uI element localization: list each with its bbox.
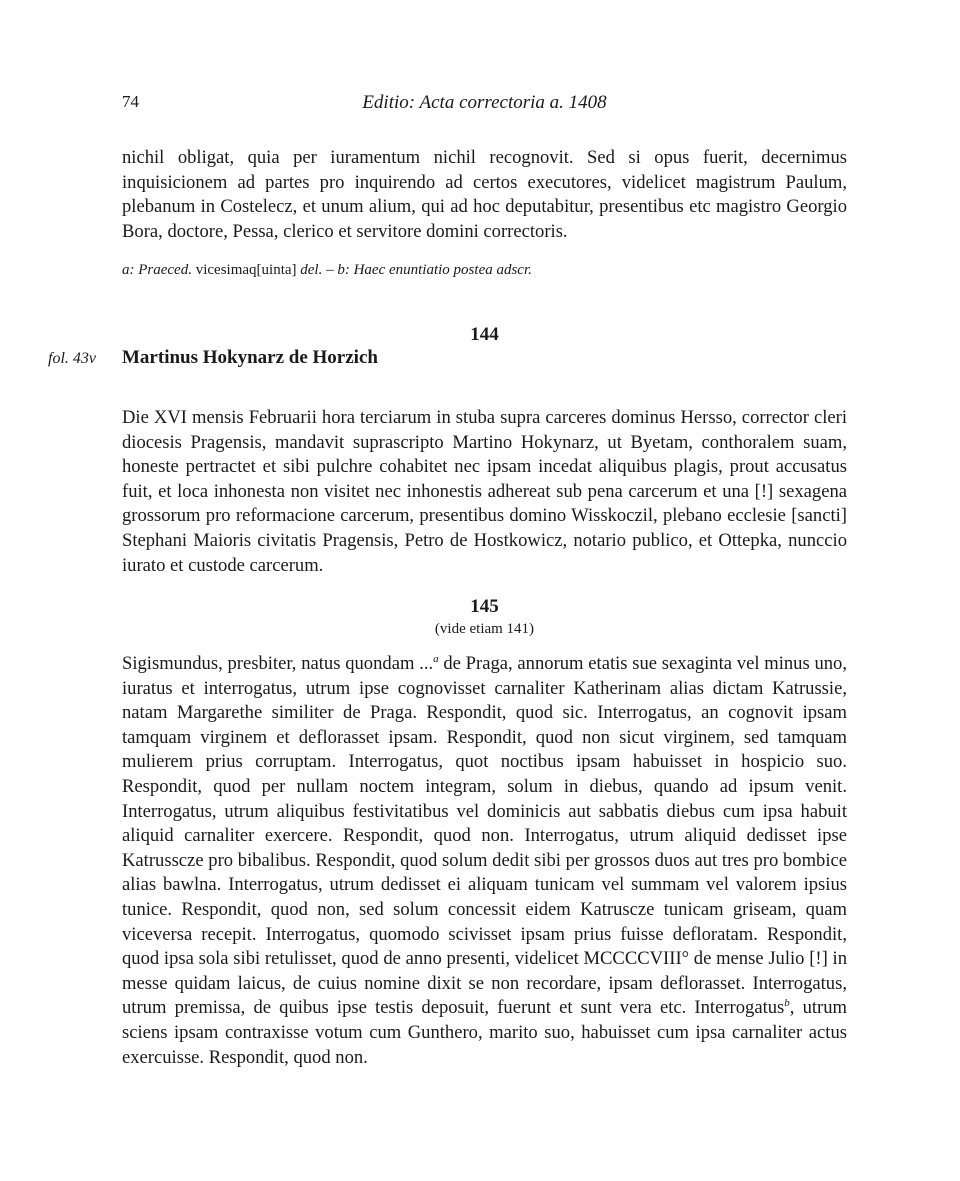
entry-144-text: Die XVI mensis Februarii hora terciarum in stuba supra carceres dominus Hersso, corrector cleri diocesis Pragensis, mandavit suprascripto Martino Hokynarz, ut Byetam, conthoralem suam, honeste pertractet et sibi pulchre cohabitet nec ipsam incedat aliquibus plagis, prout accusatus fuit, et loca inhonesta non visitet nec inhonestis adhereat sub pena carcerum et una [!] sexagena grossorum pro reformacione carcerum, presentibus domino Wisskoczil, plebano ecclesie [sancti] Stephani Maioris civitatis Pragensis, Petro de Hostkowicz, notario publico, et Ottepka, nunccio iurato et custode carcerum. <box>122 407 847 576</box>
entry-145-text <box>122 652 847 1070</box>
note-a-marker: a <box>433 652 439 665</box>
entry-144-heading: Martinus Hokynarz de Horzich <box>122 347 378 368</box>
apparatus-143 <box>122 262 532 279</box>
apparatus-a-del: del. – b: Haec enuntiatio postea adscr. <box>300 262 532 278</box>
entry-143-tail <box>122 146 847 244</box>
running-head <box>122 92 847 118</box>
entry-144-body <box>122 406 847 578</box>
folio-reference: fol. 43v <box>48 350 96 367</box>
entry-145-number: 145 <box>470 596 499 617</box>
running-title: Editio: Acta correctoria a. 1408 <box>362 92 607 113</box>
entry-145-body <box>122 652 847 1070</box>
apparatus-a-word: vicesimaq[uinta] <box>195 262 297 278</box>
entry-145-text-part2: de Praga, annorum etatis sue sexaginta vel minus uno, iuratus et interrogatus, utrum ipse cognovisset carnaliter Katherinam alias dictam Katrussie, natam Margarethe similiter de Praga. Respondit, quod sic. Interrogatus, an cognovit ipsam tamquam virginem et deflorasset ipsam. Respondit, quod non sicut virginem, sed tamquam mulierem prius corruptam. Interrogatus, quot noctibus ipsam habuisset in hospicio suo. Respondit, quod per nullam noctem integram, solum in diebus, quando ad ipsum venit. Interrogatus, utrum aliquibus festivitatibus vel dominicis aut sabbatis diebus cum ipsa habuit aliquid carnaliter exercere. Respondit, quod non. Interrogatus, utrum aliquid dedisset ipse Katrusscze pro bibalibus. Respondit, quod solum dedit sibi per grossos duos aut tres pro bombice alias bawlna. Interrogatus, utrum dedisset ei aliquam tunicam vel summam vel valorem ipsius tunice. Respondit, quod non, sed solum concessit eidem Katruscze tunicam griseam, quam viceversa recepit. Interrogatus, quomodo scivisset ipsam prius fuisse defloratam. Respondit, quod ipsa sola sibi retulisset, quod de anno presenti, videlicet MCCCCVIII° de mense Julio [!] in messe quidam laicus, de cuius nomine dixit se non recordare, ipsam deflorasset. Interrogatus, utrum premissa, de quibus ipse testis deposuit, fuerunt et sunt vera etc. Interrogatus <box>122 653 848 1019</box>
apparatus-a-label: a: Praeced. <box>122 262 192 278</box>
entry-144-number: 144 <box>470 324 499 345</box>
entry-143-text: nichil obligat, quia per iuramentum nichil recognovit. Sed si opus fuerit, decernimus inquisicionem ad partes pro inquirendo ad certos executores, videlicet magistrum Paulum, plebanum in Costelecz, et unum alium, qui ad hoc deputabitur, presentibus etc magistro Georgio Bora, doctore, Pessa, clerico et servitore domini correctoris. <box>122 147 847 242</box>
entry-145-text-part3: , utrum sciens ipsam contraxisse votum cum Gunthero, marito suo, habuisset cum ipsa carnaliter actus exercuisse. Respondit, quod non. <box>122 997 848 1068</box>
page-number: 74 <box>122 92 139 111</box>
entry-145-text-part1: Sigismundus, presbiter, natus quondam ... <box>122 653 434 674</box>
note-b-marker: b <box>784 997 790 1010</box>
entry-145-cross-ref: (vide etiam 141) <box>434 621 535 637</box>
